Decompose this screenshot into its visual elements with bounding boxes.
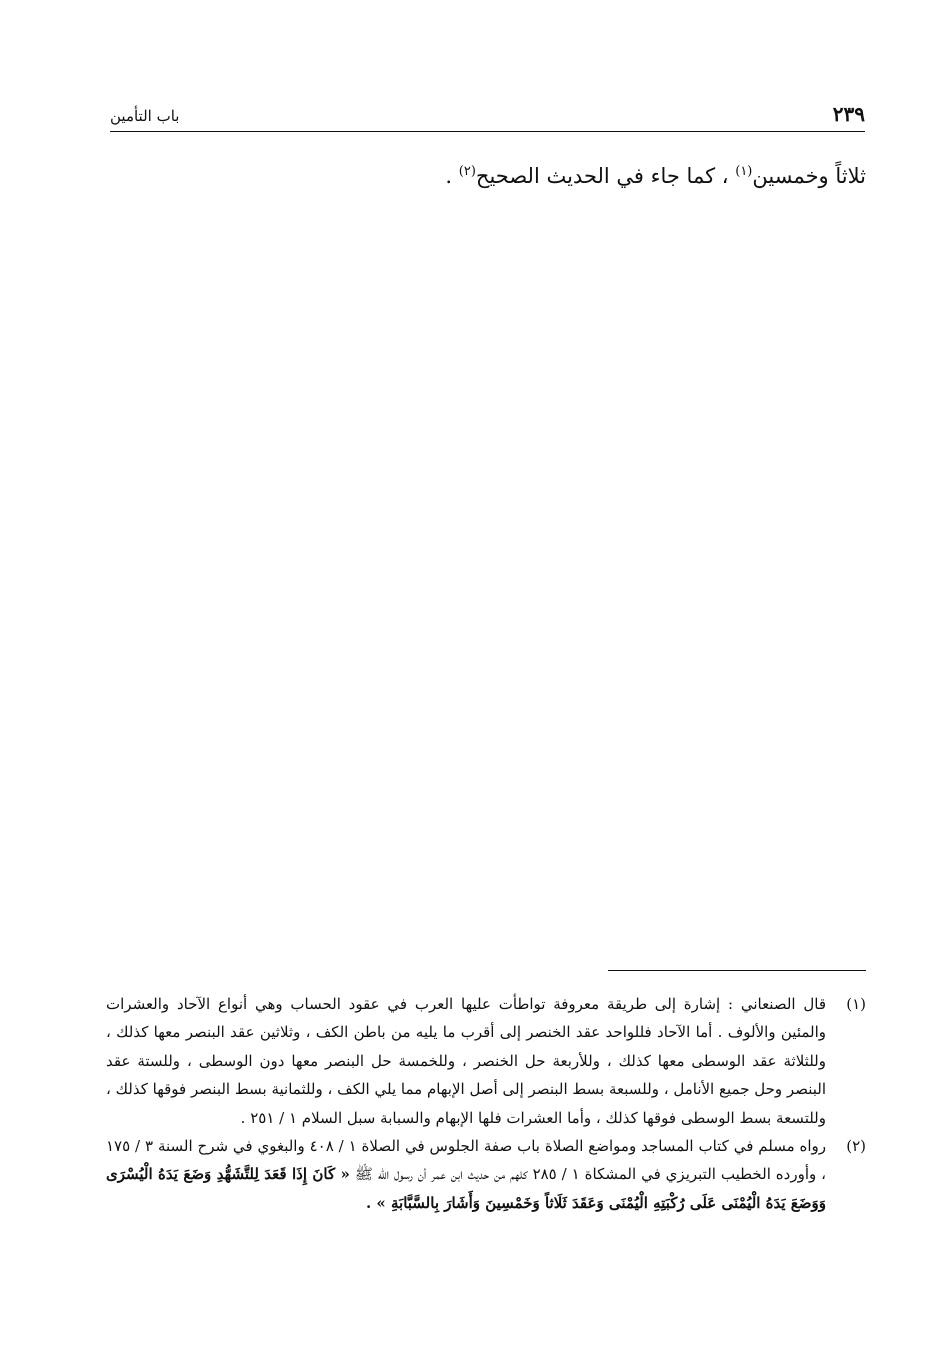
footnote-ref-2[interactable]: (٢) <box>458 164 476 179</box>
page-number: ٢٣٩ <box>832 102 865 126</box>
footnote-text: قال الصنعاني : إشارة إلى طريقة معروفة تواطأت عليها العرب في عقود الحساب وهي أنواع الآحاد والعشرات والمئين والألوف . أما الآحاد فللواحد عقد الخنصر إلى أقرب ما يليه من باطن الكف ، وثلاثين عقد البنصر معها كذلك ، وللثلاثة عقد الوسطى معها كذلك ، وللأربعة حل الخنصر ، وللخمسة حل البنصر معها دون الوسطى ، وللستة عقد البنصر وحل جميع الأنامل ، وللسبعة بسط البنصر إلى أصل الإبهام مما يلي الكف ، وللثمانية بسط البنصر فوقها كذلك ، وللتسعة بسط الوسطى فوقها كذلك ، وأما العشرات فلها الإبهام والسبابة سبل السلام ١ / ٢٥١ . <box>106 995 826 1127</box>
main-text-part-1: ثلاثاً وخمسين <box>752 164 866 188</box>
hadith-quote: « كَانَ إِذَا قَعَدَ لِلتَّشَهُّدِ وَضَعَ يَدَهُ الْيُسْرَى وَوَضَعَ يَدَهُ الْيُمْنَى عَلَى رُكْبَتِهِ الْيُمْنَى وَعَقَدَ ثَلَاثاً وَخَمْسِينَ وَأَشَارَ بِالسَّبَّابَةِ » . <box>106 1165 826 1212</box>
footnote-marker: (٢) <box>846 1137 866 1156</box>
page-header <box>110 100 865 128</box>
main-text-part-3: . <box>445 164 459 188</box>
footnote-ref-1[interactable]: (١) <box>735 164 753 179</box>
footnote-1 <box>106 990 866 1132</box>
footnote-2 <box>106 1132 866 1217</box>
chapter-title: باب التأمين <box>110 107 180 125</box>
footnote-marker: (١) <box>846 995 866 1013</box>
footnote-separator <box>608 970 866 971</box>
footnote-text-wrap <box>106 1132 826 1217</box>
footnotes <box>106 990 866 1217</box>
main-text-part-2: ، كما جاء في الحديث الصحيح <box>475 164 736 188</box>
footnote-text: رواه مسلم في كتاب المساجد ومواضع الصلاة باب صفة الجلوس في الصلاة ١ / ٤٠٨ والبغوي في شرح السنة ٣ / ١٧٥ ، وأورده الخطيب التبريزي في المشكاة ١ / ٢٨٥ كلهم من حديث ابن عمر أن رسول الله ﷺ <box>106 1137 827 1184</box>
header-rule <box>110 131 865 132</box>
main-text <box>106 156 866 196</box>
